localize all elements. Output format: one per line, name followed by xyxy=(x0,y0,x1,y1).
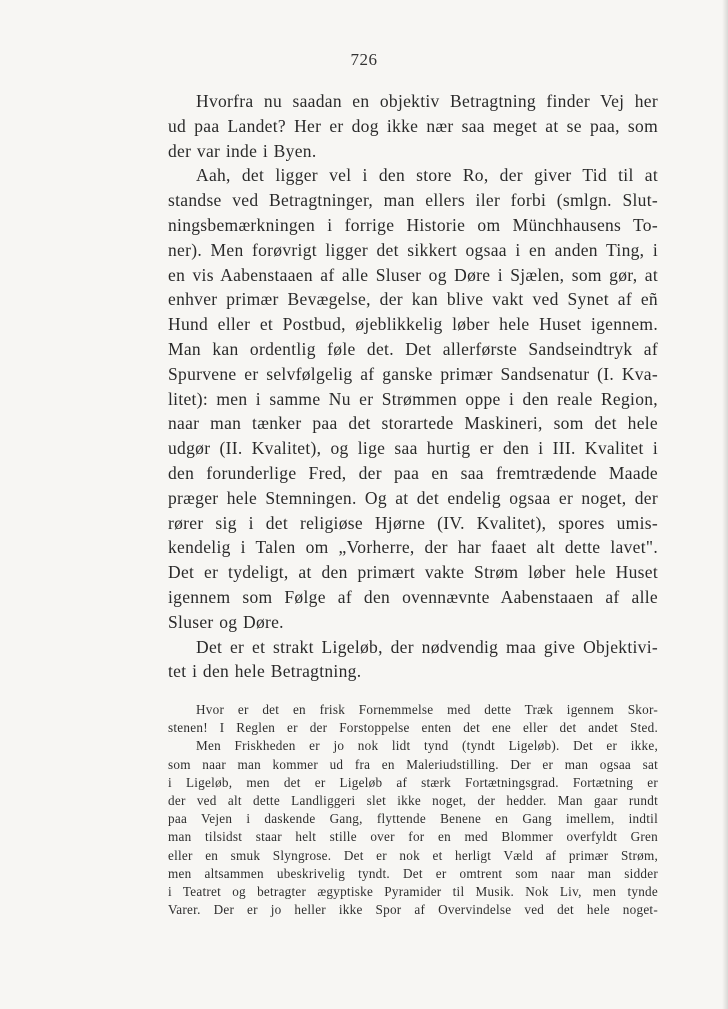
small-print-text-block xyxy=(168,701,658,919)
text-line: præger hele Stemningen. Og at det endelig ogsaa er noget, der xyxy=(168,487,658,508)
small-print-line: men altsammen ubeskrivelig tyndt. Det er omtrent som naar man sidder xyxy=(168,865,658,881)
text-line: ningsbemærkningen i forrige Historie om Münchhausens To- xyxy=(168,214,658,235)
small-print-line: der ved alt dette Landliggeri slet ikke noget, der hedder. Man gaar rundt xyxy=(168,793,658,809)
text-line: kendelig i Talen om „Vorherre, der har faaet alt dette lavet". xyxy=(168,537,658,558)
text-line: udgør (II. Kvalitet), og lige saa hurtig er den i III. Kvalitet i xyxy=(168,438,658,459)
small-print-line: Men Friskheden er jo nok lidt tynd (tyndt Ligeløb). Det er ikke, xyxy=(196,738,658,754)
text-line: Man kan ordentlig føle det. Det allerførste Sandseindtryk af xyxy=(168,338,658,359)
text-line: igennem som Følge af den ovennævnte Aabenstaaen af alle xyxy=(168,586,658,607)
text-line: Sluser og Døre. xyxy=(168,611,284,632)
text-line: tet i den hele Betragtning. xyxy=(168,661,362,682)
small-print-line: i Ligeløb, men det er Ligeløb af stærk Fortætningsgrad. Fortætning er xyxy=(168,774,658,790)
small-print-line: paa Vejen i daskende Gang, flyttende Benene en Gang imellem, indtil xyxy=(168,811,658,827)
small-print-line: Hvor er det en frisk Fornemmelse med dette Træk igennem Skor- xyxy=(196,702,658,717)
text-line: litet): men i samme Nu er Strømmen oppe i den reale Region, xyxy=(168,388,658,409)
main-text-block xyxy=(168,89,658,684)
small-print-line: i Teatret og betragter ægyptiske Pyramider til Musik. Nok Liv, men tynde xyxy=(168,884,658,900)
text-line: Hund eller et Postbud, øjeblikkelig løber hele Huset igennem. xyxy=(168,314,658,335)
text-line: naar man tænker paa det storartede Maskineri, som det hele xyxy=(168,413,658,434)
text-line: Det er tydeligt, at den primært vakte Strøm løber hele Huset xyxy=(168,562,658,583)
text-line: ner). Men forøvrigt ligger det sikkert ogsaa i en anden Ting, i xyxy=(168,239,658,260)
text-line: enhver primær Bevægelse, der kan blive vakt ved Synet af eñ xyxy=(168,289,658,310)
text-line: Spurvene er selvfølgelig af ganske primær Sandsenatur (I. Kva- xyxy=(168,363,658,384)
small-print-line: eller en smuk Slyngrose. Det er nok et herligt Væld af primær Strøm, xyxy=(168,847,658,863)
small-print-line: stenen! I Reglen er der Forstoppelse enten det ene eller det andet Sted. xyxy=(168,720,658,736)
text-line: standse ved Betragtninger, man ellers iler forbi (smlgn. Slut- xyxy=(168,190,658,211)
text-line: ud paa Landet? Her er dog ikke nær saa meget at se paa, som xyxy=(168,115,658,136)
page-number: 726 xyxy=(350,50,378,69)
text-line: der var inde i Byen. xyxy=(168,140,317,161)
text-line: Hvorfra nu saadan en objektiv Betragtning finder Vej her xyxy=(196,91,658,111)
text-line: rører sig i det religiøse Hjørne (IV. Kvalitet), spores umis- xyxy=(168,512,658,533)
small-print-line: som naar man kommer ud fra en Maleriudstilling. Der er man ogsaa sat xyxy=(168,756,658,772)
page-edge-shadow xyxy=(722,0,728,1009)
text-line: en vis Aabenstaaen af alle Sluser og Døre i Sjælen, som gør, at xyxy=(168,264,658,285)
text-line: den forunderlige Fred, der paa en saa fremtrædende Maade xyxy=(168,462,658,483)
small-print-line: man tilsidst staar helt stille over for en med Blommer overfyldt Gren xyxy=(168,829,658,845)
small-print-line: Varer. Der er jo heller ikke Spor af Overvindelse ved det hele noget- xyxy=(168,902,658,918)
text-line: Det er et strakt Ligeløb, der nødvendig maa give Objektivi- xyxy=(196,636,658,657)
text-line: Aah, det ligger vel i den store Ro, der giver Tid til at xyxy=(196,165,658,186)
